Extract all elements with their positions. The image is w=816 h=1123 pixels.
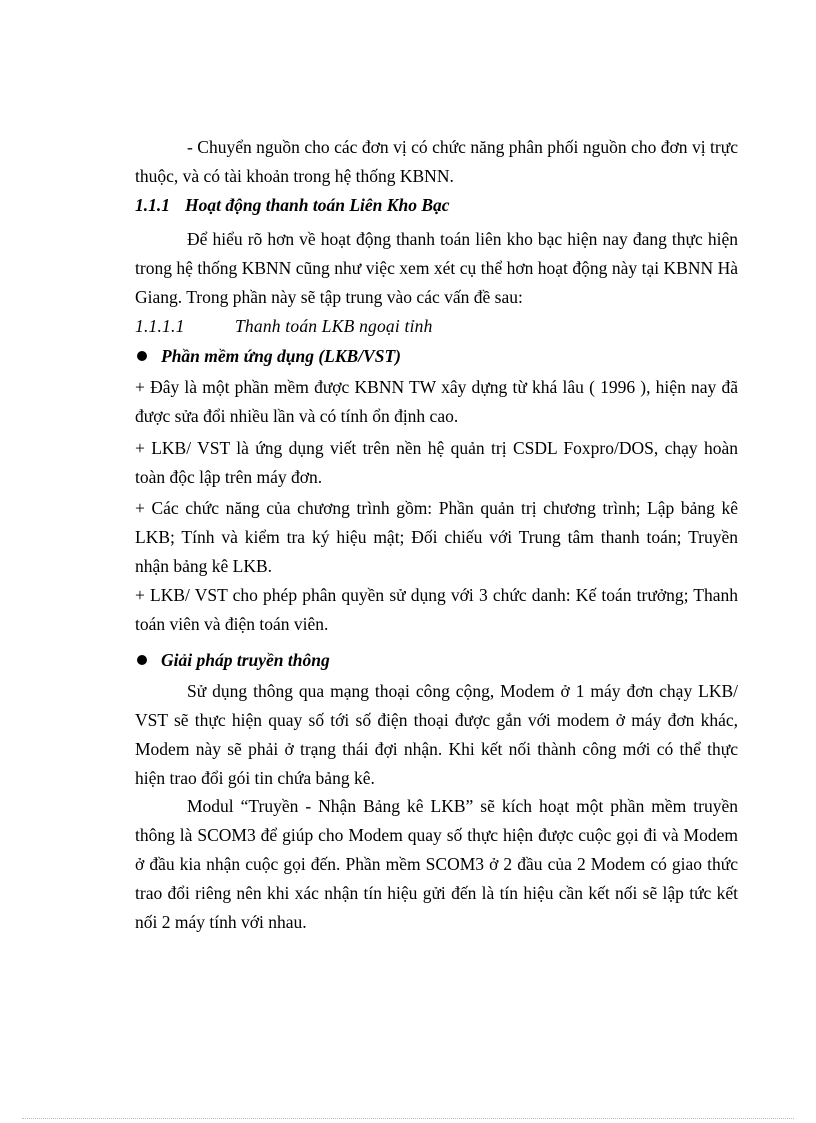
bullet-communication-label: Giải pháp truyền thông bbox=[161, 650, 330, 670]
paragraph-software-functions: + Các chức năng của chương trình gồm: Phần quản trị chương trình; Lập bảng kê LKB; Tính và kiểm tra ký hiệu mật; Đối chiếu với Trung tâm thanh toán; Truyền nhận bảng kê LKB. bbox=[135, 498, 738, 576]
page-bottom-rule bbox=[22, 1118, 794, 1119]
paragraph-communication: Sử dụng thông qua mạng thoại công cộng, Modem ở 1 máy đơn chạy LKB/ VST sẽ thực hiện quay số tới số điện thoại được gắn với modem ở máy đơn khác, Modem này sẽ phải ở trạng thái đợi nhận. Khi kết nối thành công mới có thể thực hiện trao đổi gói tin chứa bảng kê. bbox=[135, 681, 738, 788]
bullet-software-label: Phần mềm ứng dụng (LKB/VST) bbox=[161, 346, 401, 366]
subsection-number: 1.1.1.1 bbox=[135, 316, 185, 336]
section-number: 1.1.1 bbox=[135, 195, 170, 215]
paragraph-transfer-funds: - Chuyển nguồn cho các đơn vị có chức năng phân phối nguồn cho đơn vị trực thuộc, và có tài khoản trong hệ thống KBNN. bbox=[135, 137, 738, 186]
subsection-title: Thanh toán LKB ngoại tỉnh bbox=[235, 316, 433, 336]
section-heading-1-1-1 bbox=[135, 195, 450, 216]
paragraph-software-history: + Đây là một phần mềm được KBNN TW xây dựng từ khá lâu ( 1996 ), hiện nay đã được sửa đổi nhiều lần và có tính ổn định cao. bbox=[135, 377, 738, 426]
paragraph-modul: Modul “Truyền - Nhận Bảng kê LKB” sẽ kích hoạt một phần mềm truyền thông là SCOM3 để giúp cho Modem quay số thực hiện được cuộc gọi đi và Modem ở đầu kia nhận cuộc gọi đến. Phần mềm SCOM3 ở 2 đầu của 2 Modem có giao thức trao đổi riêng nên khi xác nhận tín hiệu gửi đến là tín hiệu cần kết nối sẽ lập tức kết nối 2 máy tính với nhau. bbox=[135, 796, 738, 932]
bullet-dot-icon bbox=[137, 655, 147, 665]
paragraph-software-platform: + LKB/ VST là ứng dụng viết trên nền hệ quản trị CSDL Foxpro/DOS, chạy hoàn toàn độc lập trên máy đơn. bbox=[135, 438, 738, 487]
paragraph-software-roles: + LKB/ VST cho phép phân quyền sử dụng với 3 chức danh: Kế toán trưởng; Thanh toán viên và điện toán viên. bbox=[135, 585, 738, 634]
subsection-heading-1-1-1-1 bbox=[135, 316, 433, 337]
paragraph-intro: Để hiểu rõ hơn về hoạt động thanh toán liên kho bạc hiện nay đang thực hiện trong hệ thống KBNN cũng như việc xem xét cụ thể hơn hoạt động này tại KBNN Hà Giang. Trong phần này sẽ tập trung vào các vấn đề sau: bbox=[135, 229, 738, 307]
bullet-software bbox=[137, 346, 401, 367]
bullet-dot-icon bbox=[137, 351, 147, 361]
section-title: Hoạt động thanh toán Liên Kho Bạc bbox=[185, 195, 450, 215]
bullet-communication bbox=[137, 650, 330, 671]
